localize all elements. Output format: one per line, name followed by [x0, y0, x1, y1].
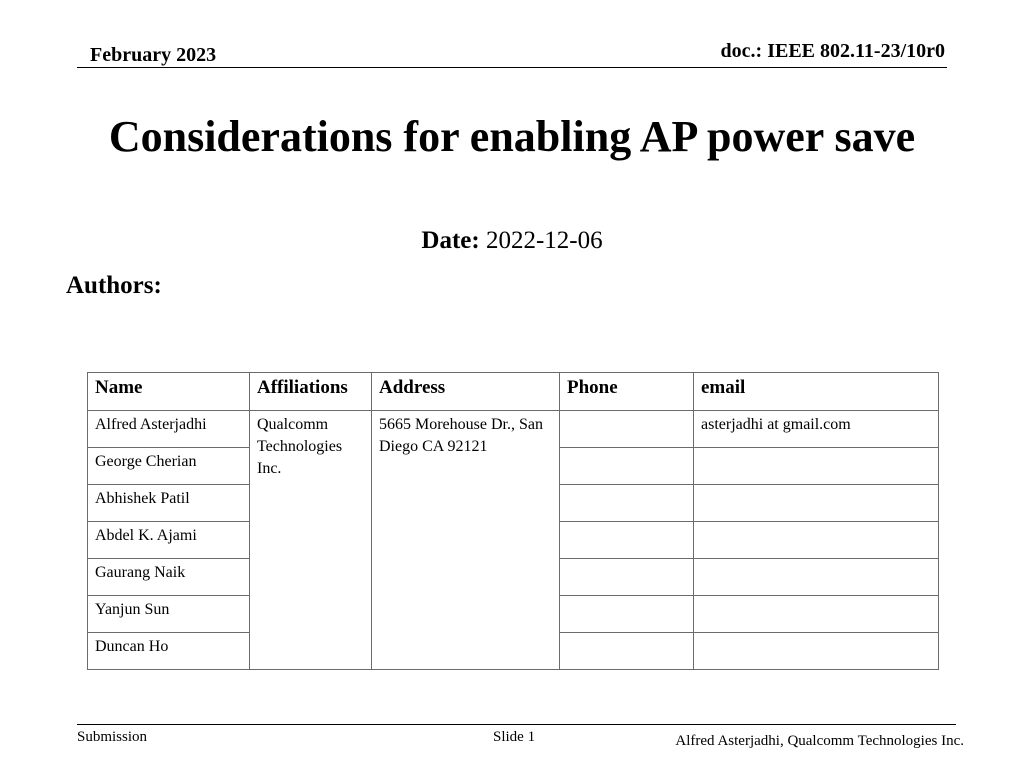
header-affiliations: Affiliations: [250, 373, 372, 411]
date-label: Date:: [421, 227, 480, 254]
header-phone: Phone: [560, 373, 694, 411]
table-row: [88, 411, 939, 448]
author-name: Abhishek Patil: [88, 485, 250, 522]
author-address: 5665 Morehouse Dr., San Diego CA 92121: [372, 411, 560, 670]
header-name: Name: [88, 373, 250, 411]
authors-label: Authors:: [66, 272, 162, 299]
author-phone: [560, 448, 694, 485]
author-email: [694, 633, 939, 670]
author-email: asterjadhi at gmail.com: [694, 411, 939, 448]
author-name: George Cherian: [88, 448, 250, 485]
author-phone: [560, 411, 694, 448]
author-email: [694, 559, 939, 596]
author-email: [694, 596, 939, 633]
author-name: Gaurang Naik: [88, 559, 250, 596]
table-header-row: [88, 373, 939, 411]
slide-title: Considerations for enabling AP power save: [108, 112, 916, 161]
author-name: Duncan Ho: [88, 633, 250, 670]
header-address: Address: [372, 373, 560, 411]
author-affiliation: Qualcomm Technologies Inc.: [250, 411, 372, 670]
footer-submission: Submission: [77, 729, 148, 745]
author-phone: [560, 559, 694, 596]
author-name: Yanjun Sun: [88, 596, 250, 633]
author-phone: [560, 522, 694, 559]
author-name: Alfred Asterjadhi: [88, 411, 250, 448]
author-phone: [560, 596, 694, 633]
footer-rule: [77, 724, 956, 725]
author-phone: [560, 485, 694, 522]
header-date: February 2023: [90, 44, 217, 66]
authors-table: [87, 372, 939, 670]
footer-author: Alfred Asterjadhi, Qualcomm Technologies Inc.: [675, 733, 964, 749]
header-email: email: [694, 373, 939, 411]
author-email: [694, 448, 939, 485]
date-value: 2022-12-06: [485, 227, 603, 254]
header-doc-id: doc.: IEEE 802.11-23/10r0: [720, 40, 945, 62]
footer-slide-number: Slide 1: [493, 729, 536, 745]
header-rule: [77, 67, 947, 68]
author-email: [694, 485, 939, 522]
author-email: [694, 522, 939, 559]
author-phone: [560, 633, 694, 670]
author-name: Abdel K. Ajami: [88, 522, 250, 559]
date-line: [0, 227, 1024, 255]
